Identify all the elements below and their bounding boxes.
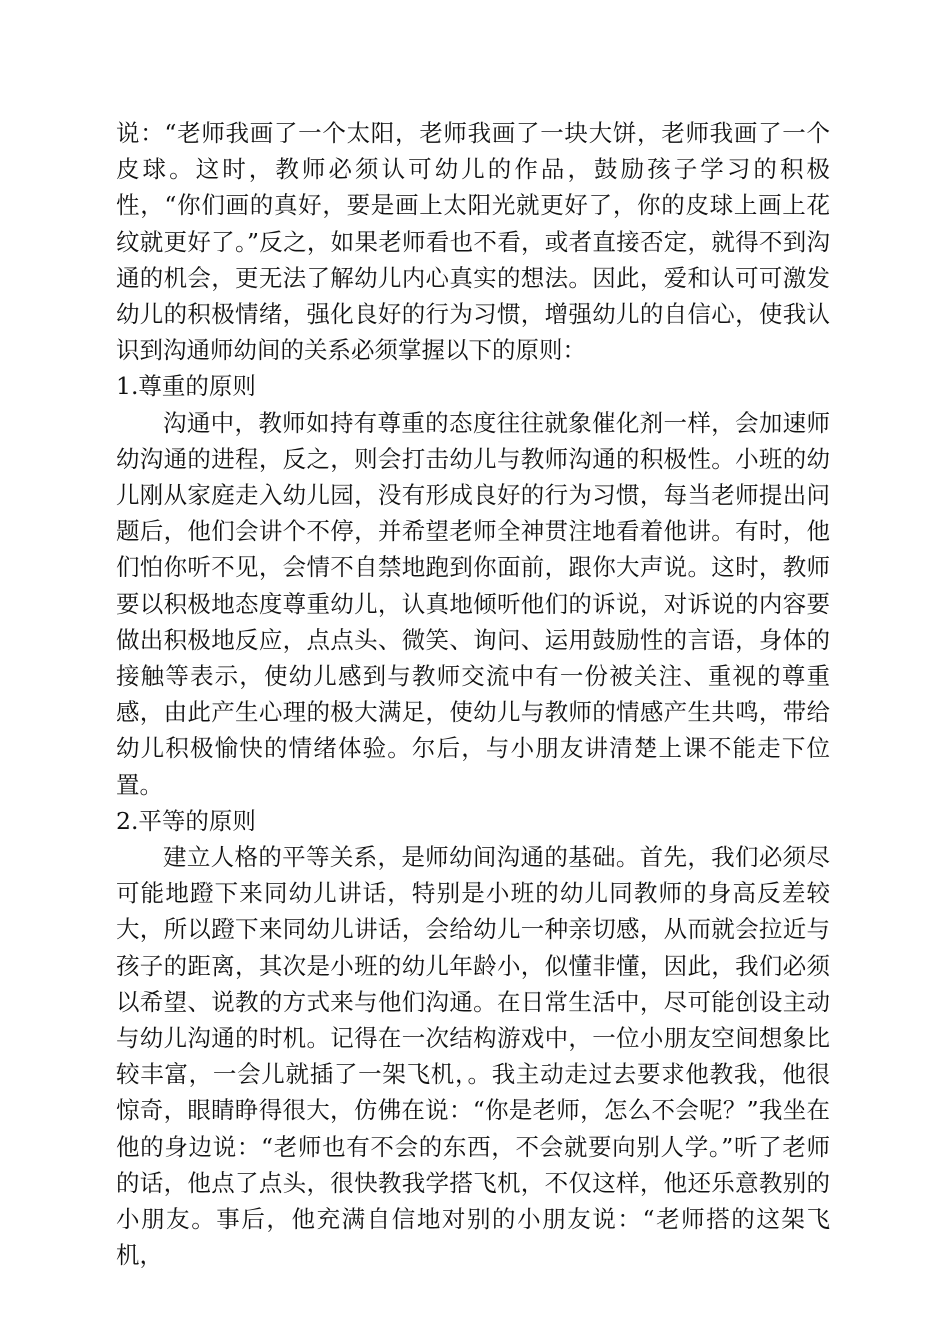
document-page bbox=[116, 115, 830, 1274]
section-heading-respect: 1.尊重的原则 bbox=[116, 372, 256, 401]
paragraph-equality: 建立人格的平等关系，是师幼间沟通的基础。首先，我们必须尽可能地蹬下来同幼儿讲话，特别是小班的幼儿同教师的身高反差较大，所以蹬下来同幼儿讲话，会给幼儿一种亲切感，从而就会拉近与孩子的距离，其次是小班的幼儿年龄小，似懂非懂，因此，我们必须以希望、说教的方式来与他们沟通。在日常生活中，尽可能创设主动与幼儿沟通的时机。记得在一次结构游戏中，一位小朋友空间想象比较丰富，一会儿就插了一架飞机，。我主动走过去要求他教我，他很惊奇，眼睛睁得很大，仿佛在说：“你是老师，怎么不会呢？”我坐在他的身边说：“老师也有不会的东西，不会就要向别人学。”听了老师的话，他点了点头，很快教我学搭飞机，不仅这样，他还乐意教别的小朋友。事后，他充满自信地对别的小朋友说：“老师搭的这架飞机， bbox=[116, 843, 830, 1270]
paragraph-respect: 沟通中，教师如持有尊重的态度往往就象催化剂一样，会加速师幼沟通的进程，反之，则会打击幼儿与教师沟通的积极性。小班的幼儿刚从家庭走入幼儿园，没有形成良好的行为习惯，每当老师提出问题后，他们会讲个不停，并希望老师全神贯注地看着他讲。有时，他们怕你听不见，会情不自禁地跑到你面前，跟你大声说。这时，教师要以积极地态度尊重幼儿，认真地倾听他们的诉说，对诉说的内容要做出积极地反应，点点头、微笑、询问、运用鼓励性的言语，身体的接触等表示，使幼儿感到与教师交流中有一份被关注、重视的尊重感，由此产生心理的极大满足，使幼儿与教师的情感产生共鸣，带给幼儿积极愉快的情绪体验。尔后，与小朋友讲清楚上课不能走下位置。 bbox=[116, 408, 830, 799]
paragraph-intro: 说：“老师我画了一个太阳，老师我画了一块大饼，老师我画了一个皮球。这时，教师必须认可幼儿的作品，鼓励孩子学习的积极性，“你们画的真好，要是画上太阳光就更好了，你的皮球上画上花纹就更好了。”反之，如果老师看也不看，或者直接否定，就得不到沟通的机会，更无法了解幼儿内心真实的想法。因此，爱和认可可激发幼儿的积极情绪，强化良好的行为习惯，增强幼儿的自信心，使我认识到沟通师幼间的关系必须掌握以下的原则： bbox=[116, 119, 830, 365]
section-heading-equality: 2.平等的原则 bbox=[116, 806, 256, 835]
